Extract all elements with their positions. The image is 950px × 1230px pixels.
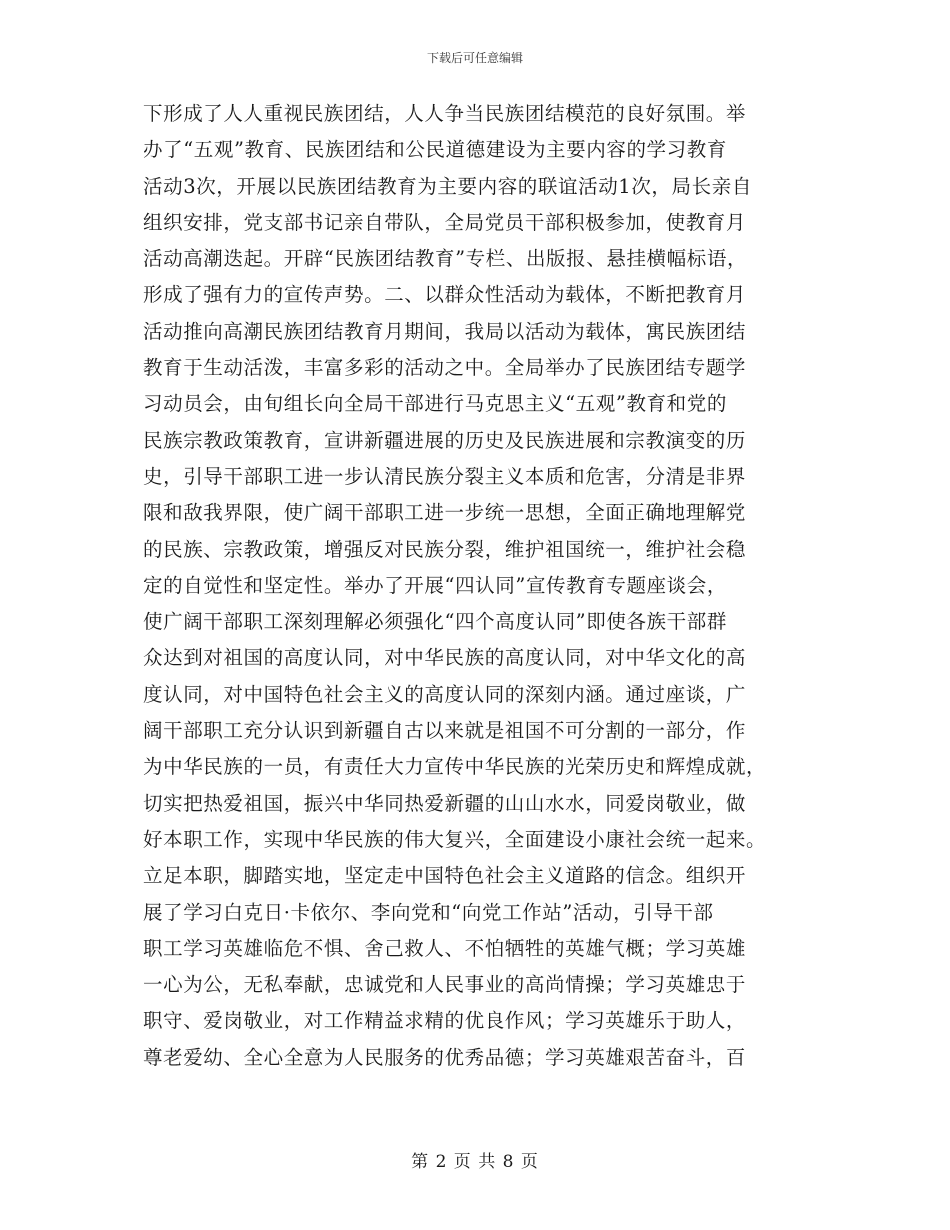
body-line: 尊老爱幼、全心全意为人民服务的优秀品德；学习英雄艰苦奋斗，百 [143, 1045, 747, 1069]
body-line: 职工学习英雄临危不惧、舍己救人、不怕牺牲的英雄气概；学习英雄 [143, 936, 747, 960]
body-line: 为中华民族的一员，有责任大力宣传中华民族的光荣历史和辉煌成就， [143, 755, 767, 779]
page-header: 下载后可任意编辑 [426, 51, 523, 65]
body-line: 一心为公，无私奉献，忠诚党和人民事业的高尚情操；学习英雄忠于 [143, 973, 747, 997]
body-line: 阔干部职工充分认识到新疆自古以来就是祖国不可分割的一部分，作 [143, 719, 747, 743]
body-line: 好本职工作，实现中华民族的伟大复兴，全面建设小康社会统一起来。 [143, 827, 767, 851]
body-line: 限和敌我界限，使广阔干部职工进一步统一思想，全面正确地理解党 [143, 501, 747, 525]
page-number-footer: 第 2 页 共 8 页 [411, 1152, 539, 1172]
body-line: 展了学习白克日·卡依尔、李向党和“向党工作站”活动，引导干部 [143, 900, 714, 924]
body-line: 下形成了人人重视民族团结，人人争当民族团结模范的良好氛围。举 [143, 102, 747, 125]
body-line: 立足本职，脚踏实地，坚定走中国特色社会主义道路的信念。组织开 [143, 864, 747, 888]
body-line: 民族宗教政策教育，宣讲新疆进展的历史及民族进展和宗教演变的历 [143, 428, 747, 452]
body-line: 组织安排，党支部书记亲自带队，全局党员干部积极参加，使教育月 [143, 210, 747, 234]
body-line: 度认同，对中国特色社会主义的高度认同的深刻内涵。通过座谈，广 [143, 682, 747, 706]
body-line: 众达到对祖国的高度认同，对中华民族的高度认同，对中华文化的高 [143, 646, 747, 670]
body-line: 形成了强有力的宣传声势。二、以群众性活动为载体，不断把教育月 [143, 283, 747, 307]
body-line: 习动员会，由旬组长向全局干部进行马克思主义“五观”教育和党的 [143, 392, 727, 416]
body-line: 的民族、宗教政策，增强反对民族分裂，维护祖国统一，维护社会稳 [143, 537, 747, 561]
body-line: 活动3次，开展以民族团结教育为主要内容的联谊活动1次，局长亲自 [143, 174, 752, 198]
body-line: 教育于生动活泼，丰富多彩的活动之中。全局举办了民族团结专题学 [143, 356, 747, 380]
document-body [143, 96, 833, 1076]
body-line: 切实把热爱祖国，振兴中华同热爱新疆的山山水水，同爱岗敬业，做 [143, 791, 747, 815]
body-line: 定的自觉性和坚定性。举办了开展“四认同”宣传教育专题座谈会， [143, 573, 727, 597]
body-line: 职守、爱岗敬业，对工作精益求精的优良作风；学习英雄乐于助人， [143, 1009, 747, 1033]
body-line: 活动高潮迭起。开辟“民族团结教育”专栏、出版报、悬挂横幅标语， [143, 247, 748, 271]
body-line: 史，引导干部职工进一步认清民族分裂主义本质和危害，分清是非界 [143, 464, 747, 488]
body-line: 使广阔干部职工深刻理解必须强化“四个高度认同”即使各族干部群 [143, 610, 727, 634]
body-line: 办了“五观”教育、民族团结和公民道德建设为主要内容的学习教育 [143, 138, 727, 162]
body-line: 活动推向高潮民族团结教育月期间，我局以活动为载体，寓民族团结 [143, 319, 747, 343]
